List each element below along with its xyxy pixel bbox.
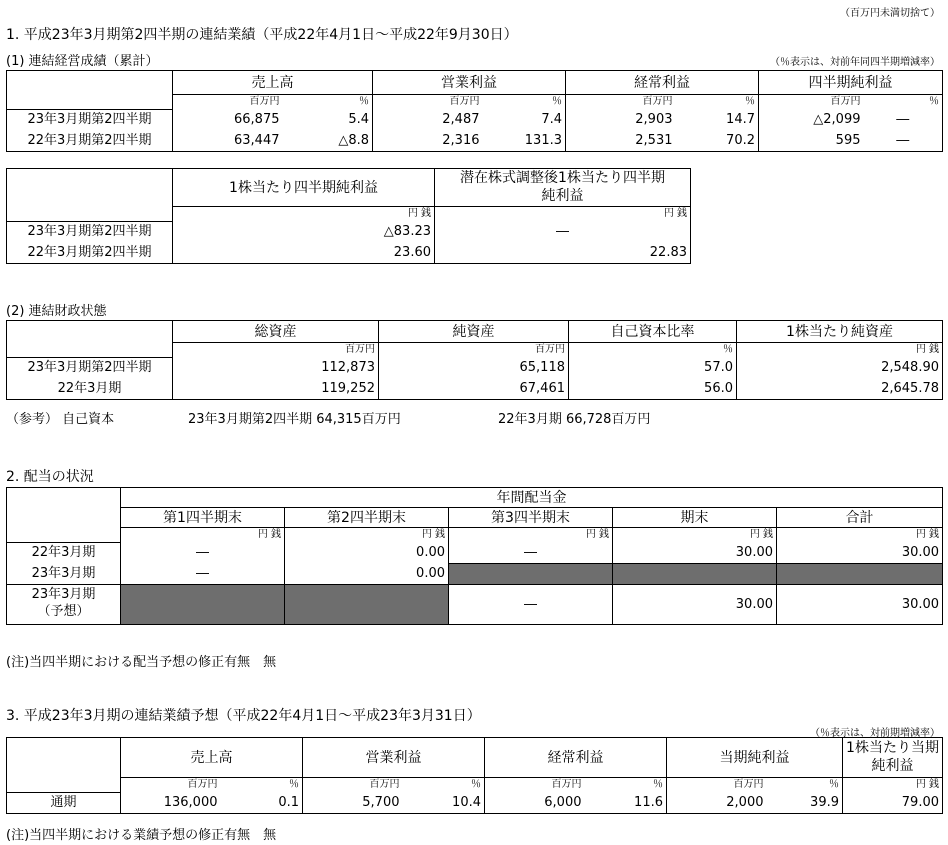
- dividend-table: [6, 487, 943, 625]
- value-cell: 5.4: [283, 109, 373, 130]
- value-cell: △83.23: [173, 221, 435, 242]
- header-net-income: 四半期純利益: [759, 71, 943, 95]
- unit-amount: 百万円: [667, 778, 767, 793]
- section1-title: 1. 平成23年3月期第2四半期の連結業績（平成22年4月1日～平成22年9月30日）: [6, 27, 518, 43]
- unit-pct: ％: [569, 343, 737, 358]
- row-label: 23年3月期第2四半期: [7, 221, 173, 242]
- value-cell: 56.0: [569, 378, 737, 399]
- header-q3-end: 第3四半期末: [449, 508, 613, 528]
- shaded-cell: [285, 584, 449, 624]
- value-cell: 63,447: [173, 130, 283, 151]
- header-operating-income: 営業利益: [303, 738, 485, 778]
- shaded-cell: [449, 563, 613, 584]
- unit-amount: 百万円: [379, 343, 569, 358]
- section1-sub1-title: (1) 連結経営成績（累計）: [6, 54, 159, 69]
- unit-pct: ％: [403, 778, 485, 793]
- unit-amount: 百万円: [485, 778, 585, 793]
- unit-amount: 百万円: [303, 778, 403, 793]
- corner-cell: [7, 488, 121, 543]
- value-cell: 30.00: [613, 584, 777, 624]
- header-diluted-eps-line1: 潜在株式調整後1株当たり四半期: [460, 170, 665, 186]
- unit-pct: ％: [221, 778, 303, 793]
- value-cell: 10.4: [403, 792, 485, 813]
- value-cell: 136,000: [121, 792, 221, 813]
- unit-pct: ％: [283, 95, 373, 110]
- header-sales: 売上高: [173, 71, 373, 95]
- value-cell: 0.00: [285, 563, 449, 584]
- value-cell: 22.83: [435, 242, 691, 263]
- value-cell: 57.0: [569, 357, 737, 378]
- value-cell: ―: [864, 130, 943, 151]
- value-cell: 30.00: [777, 584, 943, 624]
- value-cell: 23.60: [173, 242, 435, 263]
- value-cell: 2,000: [667, 792, 767, 813]
- unit-amount: 百万円: [759, 95, 864, 110]
- header-ordinary-income: 経常利益: [566, 71, 759, 95]
- value-cell: 7.4: [483, 109, 566, 130]
- header-year-end: 期末: [613, 508, 777, 528]
- value-cell: 595: [759, 130, 864, 151]
- unit-amount: 百万円: [373, 95, 483, 110]
- row-label-sub: （予想）: [37, 604, 90, 619]
- header-diluted-eps-line2: 純利益: [541, 187, 584, 204]
- unit-yen: 円 銭: [121, 528, 285, 543]
- header-eps-forecast-line1: 1株当たり当期: [846, 740, 939, 756]
- value-cell: 2,531: [566, 130, 676, 151]
- header-sales: 売上高: [121, 738, 303, 778]
- unit-note: （百万円未満切捨て）: [840, 8, 940, 19]
- value-cell: 70.2: [676, 130, 759, 151]
- section3-title: 3. 平成23年3月期の連結業績予想（平成22年4月1日～平成23年3月31日）: [6, 708, 481, 724]
- value-cell: 2,548.90: [737, 357, 943, 378]
- unit-yen: 円 銭: [435, 207, 691, 222]
- unit-pct: ％: [483, 95, 566, 110]
- unit-pct: ％: [864, 95, 943, 110]
- header-operating-income: 営業利益: [373, 71, 566, 95]
- row-label: 通期: [7, 792, 121, 813]
- value-cell: 79.00: [843, 792, 943, 813]
- unit-pct: ％: [676, 95, 759, 110]
- row-label: 22年3月期: [7, 542, 121, 563]
- value-cell: ―: [864, 109, 943, 130]
- corner-cell: [7, 738, 121, 793]
- value-cell: ―: [449, 542, 613, 563]
- header-ordinary-income: 経常利益: [485, 738, 667, 778]
- row-label: 22年3月期第2四半期: [7, 130, 173, 151]
- reference-label: （参考） 自己資本: [6, 412, 115, 427]
- forecast-table: [6, 737, 943, 814]
- unit-yen: 円 銭: [843, 778, 943, 793]
- value-cell: 131.3: [483, 130, 566, 151]
- value-cell: 5,700: [303, 792, 403, 813]
- row-label-forecast: [7, 584, 121, 624]
- value-cell: ―: [449, 584, 613, 624]
- shaded-cell: [613, 563, 777, 584]
- value-cell: △2,099: [759, 109, 864, 130]
- header-net-assets: 純資産: [379, 321, 569, 343]
- value-cell: △8.8: [283, 130, 373, 151]
- header-net-income: 当期純利益: [667, 738, 843, 778]
- unit-yen: 円 銭: [285, 528, 449, 543]
- forecast-note: (注)当四半期における業績予想の修正有無 無: [6, 828, 277, 843]
- value-cell: 2,645.78: [737, 378, 943, 399]
- value-cell: 0.00: [285, 542, 449, 563]
- results-table: [6, 70, 943, 152]
- section1-sub2-title: (2) 連結財政状態: [6, 304, 107, 319]
- header-q1-end: 第1四半期末: [121, 508, 285, 528]
- value-cell: 2,316: [373, 130, 483, 151]
- value-cell: ―: [121, 542, 285, 563]
- dividend-note: (注)当四半期における配当予想の修正有無 無: [6, 655, 277, 670]
- unit-yen: 円 銭: [613, 528, 777, 543]
- value-cell: ―: [435, 221, 691, 242]
- unit-yen: 円 銭: [449, 528, 613, 543]
- value-cell: 119,252: [173, 378, 379, 399]
- header-total-assets: 総資産: [173, 321, 379, 343]
- header-annual-dividend: 年間配当金: [121, 488, 943, 508]
- financial-position-table: [6, 320, 943, 400]
- value-cell: 6,000: [485, 792, 585, 813]
- header-total: 合計: [777, 508, 943, 528]
- value-cell: 112,873: [173, 357, 379, 378]
- corner-cell: [7, 71, 173, 110]
- header-equity-ratio: 自己資本比率: [569, 321, 737, 343]
- row-label: 23年3月期: [7, 563, 121, 584]
- shaded-cell: [121, 584, 285, 624]
- unit-yen: 円 銭: [777, 528, 943, 543]
- value-cell: 30.00: [613, 542, 777, 563]
- value-cell: 2,903: [566, 109, 676, 130]
- reference-value-current: 23年3月期第2四半期 64,315百万円: [188, 412, 401, 427]
- unit-yen: 円 銭: [173, 207, 435, 222]
- value-cell: 67,461: [379, 378, 569, 399]
- header-q2-end: 第2四半期末: [285, 508, 449, 528]
- unit-pct: ％: [767, 778, 843, 793]
- value-cell: 0.1: [221, 792, 303, 813]
- value-cell: 11.6: [585, 792, 667, 813]
- row-label: 22年3月期第2四半期: [7, 242, 173, 263]
- eps-table: [6, 168, 691, 264]
- row-label: 23年3月期: [31, 587, 96, 603]
- header-diluted-eps: [435, 169, 691, 207]
- value-cell: ―: [121, 563, 285, 584]
- header-bps: 1株当たり純資産: [737, 321, 943, 343]
- unit-amount: 百万円: [173, 95, 283, 110]
- value-cell: 14.7: [676, 109, 759, 130]
- unit-amount: 百万円: [121, 778, 221, 793]
- unit-pct: ％: [585, 778, 667, 793]
- header-eps-forecast: [843, 738, 943, 778]
- value-cell: 65,118: [379, 357, 569, 378]
- section1-sub1-note: （％表示は、対前年同四半期増減率）: [770, 57, 940, 68]
- row-label: 23年3月期第2四半期: [7, 357, 173, 378]
- section2-title: 2. 配当の状況: [6, 469, 94, 485]
- unit-amount: 百万円: [566, 95, 676, 110]
- value-cell: 66,875: [173, 109, 283, 130]
- reference-value-prior: 22年3月期 66,728百万円: [498, 412, 651, 427]
- shaded-cell: [777, 563, 943, 584]
- row-label: 22年3月期: [7, 378, 173, 399]
- header-eps: 1株当たり四半期純利益: [173, 169, 435, 207]
- unit-yen: 円 銭: [737, 343, 943, 358]
- value-cell: 30.00: [777, 542, 943, 563]
- value-cell: 39.9: [767, 792, 843, 813]
- corner-cell: [7, 169, 173, 222]
- section3-note-right: （％表示は、対前期増減率）: [810, 728, 940, 739]
- unit-amount: 百万円: [173, 343, 379, 358]
- corner-cell: [7, 321, 173, 358]
- row-label: 23年3月期第2四半期: [7, 109, 173, 130]
- value-cell: 2,487: [373, 109, 483, 130]
- header-eps-forecast-line2: 純利益: [871, 757, 914, 774]
